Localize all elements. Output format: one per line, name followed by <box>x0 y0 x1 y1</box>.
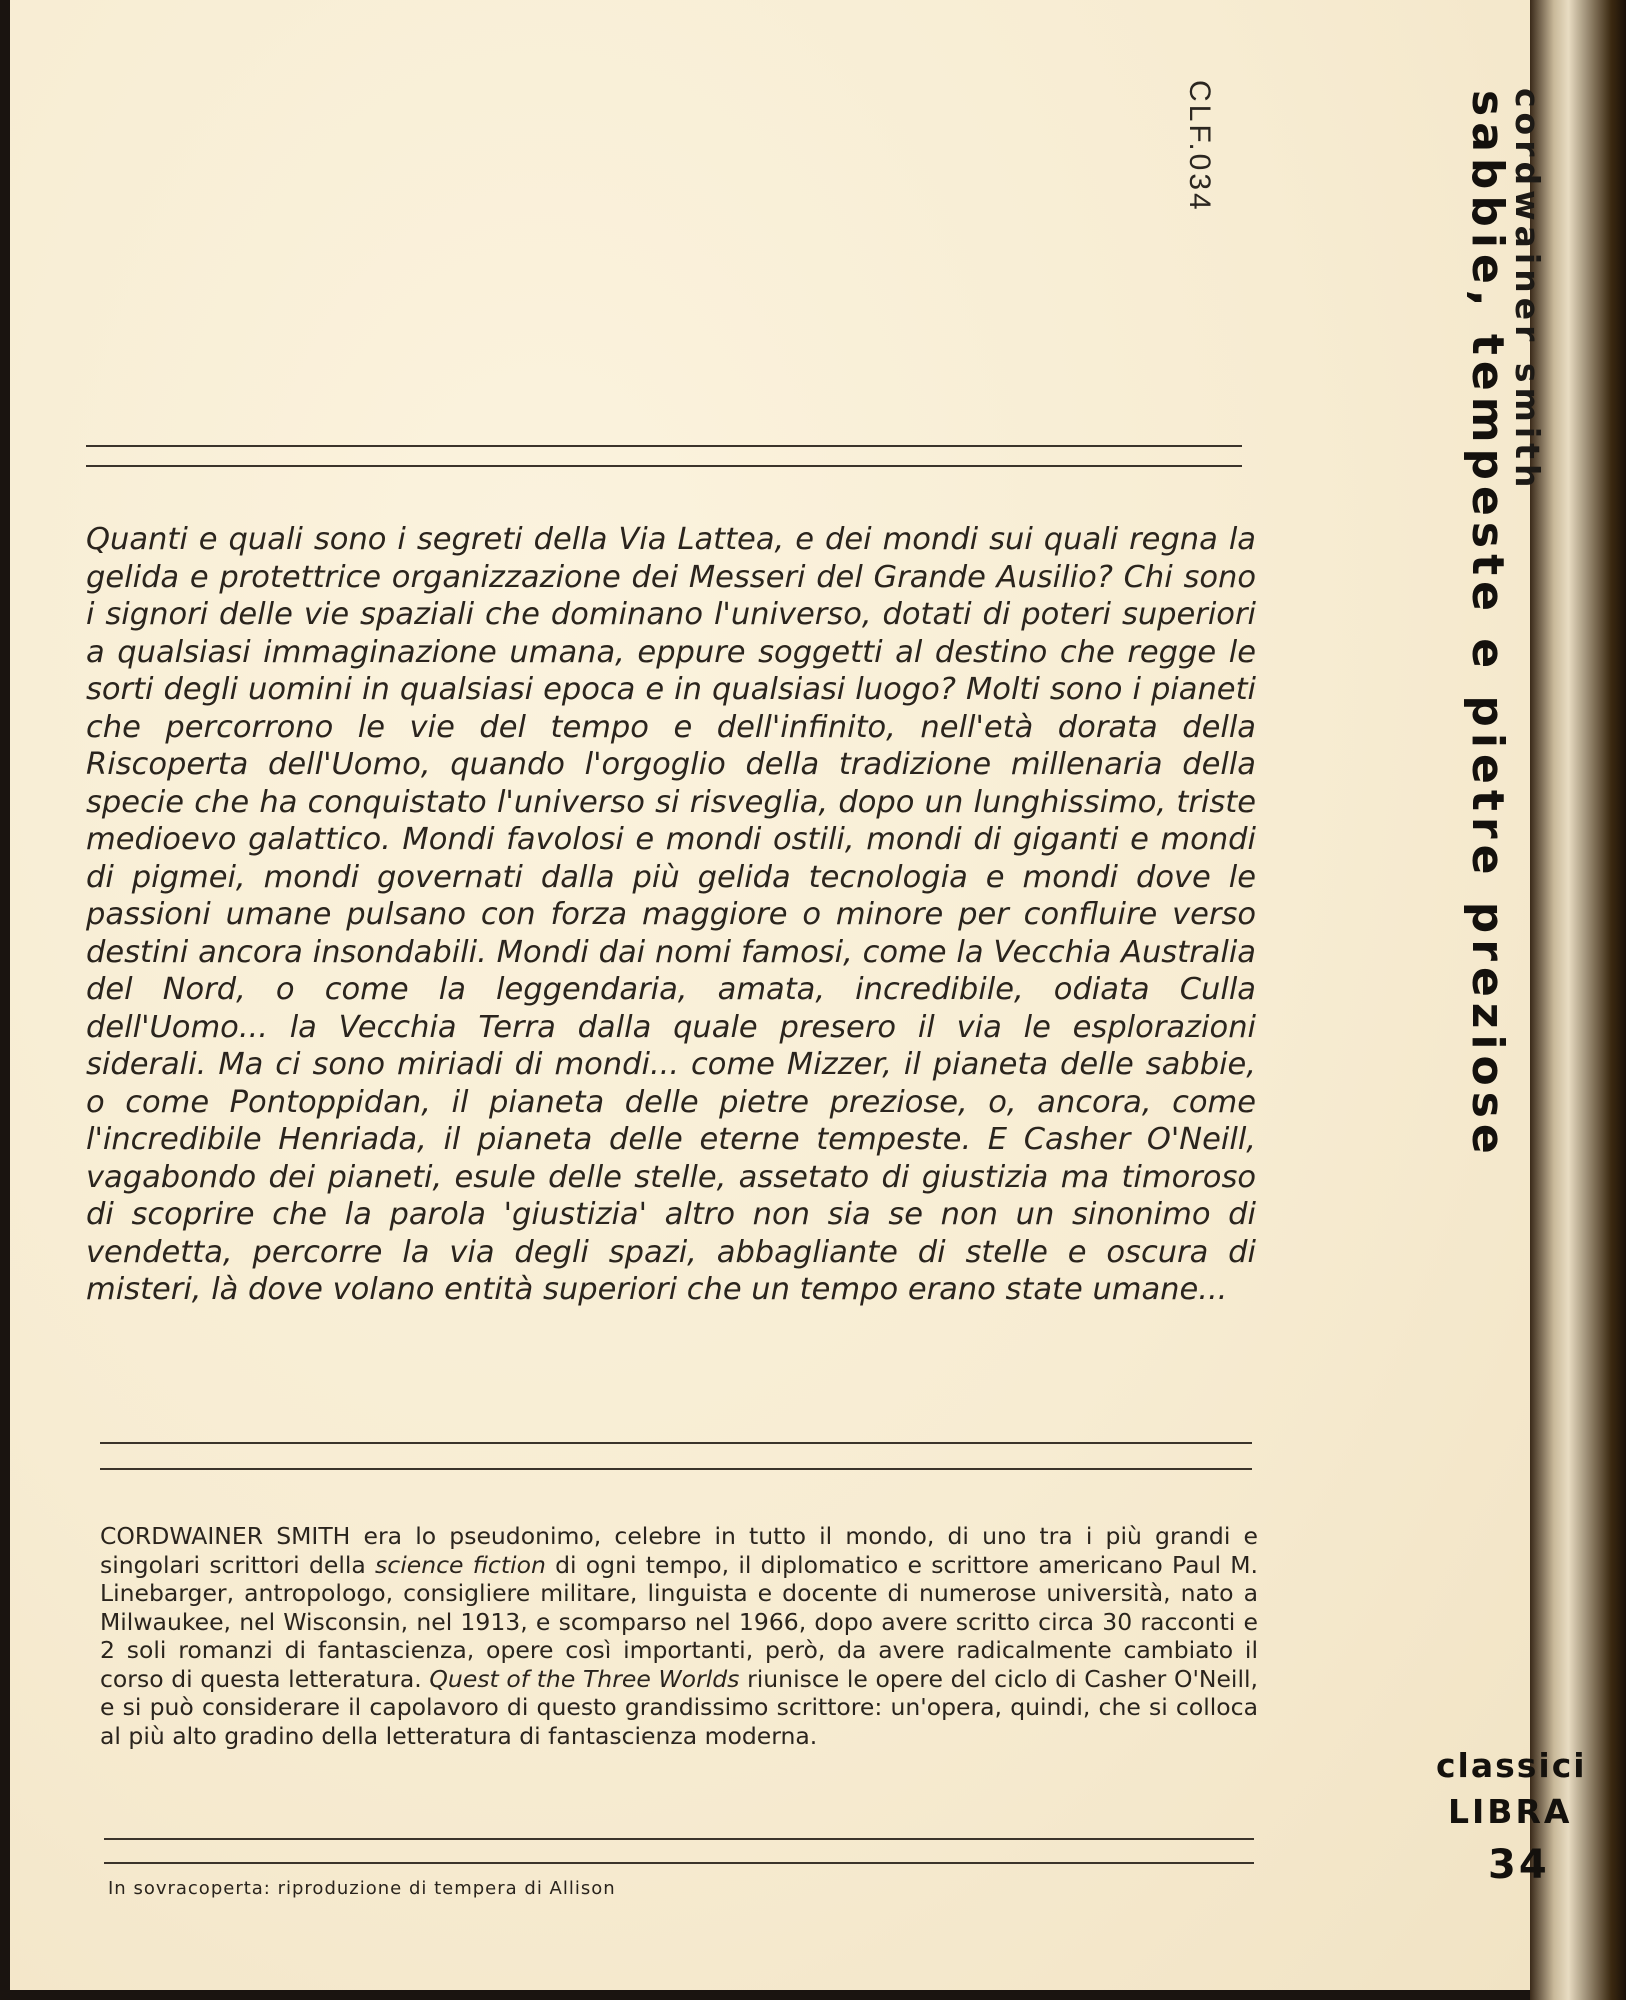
spine-title: sabbie, tempeste e pietre preziose <box>1462 90 1513 1160</box>
bio-part-1: CORDWAINER SMITH era lo pseudonimo, celebre in tutto il mondo, di uno tra i più grandi e singolari scrittori della <box>100 1522 1258 1579</box>
author-bio <box>100 1522 1258 1750</box>
top-rule-2 <box>86 465 1242 467</box>
series-label: classici <box>1436 1746 1587 1785</box>
middle-rule-2 <box>100 1468 1252 1470</box>
series-number: 34 <box>1488 1842 1550 1888</box>
bottom-rule-2 <box>104 1862 1254 1864</box>
bio-italic-1: science fiction <box>375 1550 546 1579</box>
catalog-code: CLF.034 <box>1183 80 1216 213</box>
series-brand: LIBRA <box>1448 1792 1573 1831</box>
bottom-rule-1 <box>104 1838 1254 1840</box>
bio-italic-2: Quest of the Three Worlds <box>429 1664 740 1693</box>
bio-part-3: riunisce le opere del ciclo di Casher O'Neill, e si può considerare il capolavoro di questo grandissimo scrittore: un'opera, quindi, che si colloca al più alto gradino della letteratura di fantascienza moderna. <box>100 1664 1258 1750</box>
top-rule-1 <box>86 445 1242 447</box>
spine-author: cordwainer smith <box>1508 88 1547 493</box>
bio-part-2: di ogni tempo, il diplomatico e scrittore americano Paul M. Linebarger, antropologo, consigliere militare, linguista e docente di numerose università, nato a Milwaukee, nel Wisconsin, nel 1913, e scomparso nel 1966, dopo avere scritto circa 30 racconti e 2 soli romanzi di fantascienza, opere così importanti, però, da avere radicalmente cambiato il corso di questa letteratura. <box>100 1550 1258 1693</box>
blurb-text: Quanti e quali sono i segreti della Via Lattea, e dei mondi sui quali regna la gelida e protettrice organizzazione dei Messeri del Grande Ausilio? Chi sono i signori delle vie spaziali che dominano l'universo, dotati di poteri superiori a qualsiasi immaginazione umana, eppure soggetti al destino che regge le sorti degli uomini in qualsiasi epoca e in qualsiasi luogo? Molti sono i pianeti che percorrono le vie del tempo e dell'infinito, nell'età dorata della Riscoperta dell'Uomo, quando l'orgoglio della tradizione millenaria della specie che ha conquistato l'universo si risveglia, dopo un lunghissimo, triste medioevo galattico. Mondi favolosi e mondi ostili, mondi di giganti e mondi di pigmei, mondi governati dalla più gelida tecnologia e mondi dove le passioni umane pulsano con forza maggiore o minore per confluire verso destini ancora insondabili. Mondi dai nomi famosi, come la Vecchia Australia del Nord, o come la leggendaria, amata, incredibile, odiata Culla dell'Uomo... la Vecchia Terra dalla quale presero il via le esplorazioni siderali. Ma ci sono miriadi di mondi... come Mizzer, il pianeta delle sabbie, o come Pontoppidan, il pianeta delle pietre preziose, o, ancora, come l'incredibile Henriada, il pianeta delle eterne tempeste. E Casher O'Neill, vagabondo dei pianeti, esule delle stelle, assetato di giustizia ma timoroso di scoprire che la parola 'giustizia' altro non sia se non un sinonimo di vendetta, percorre la via degli spazi, abbagliante di stelle e oscura di misteri, là dove volano entità superiori che un tempo erano state umane... <box>86 522 1256 1307</box>
cover-credit: In sovracoperta: riproduzione di tempera di Allison <box>108 1878 616 1899</box>
middle-rule-1 <box>100 1442 1252 1444</box>
